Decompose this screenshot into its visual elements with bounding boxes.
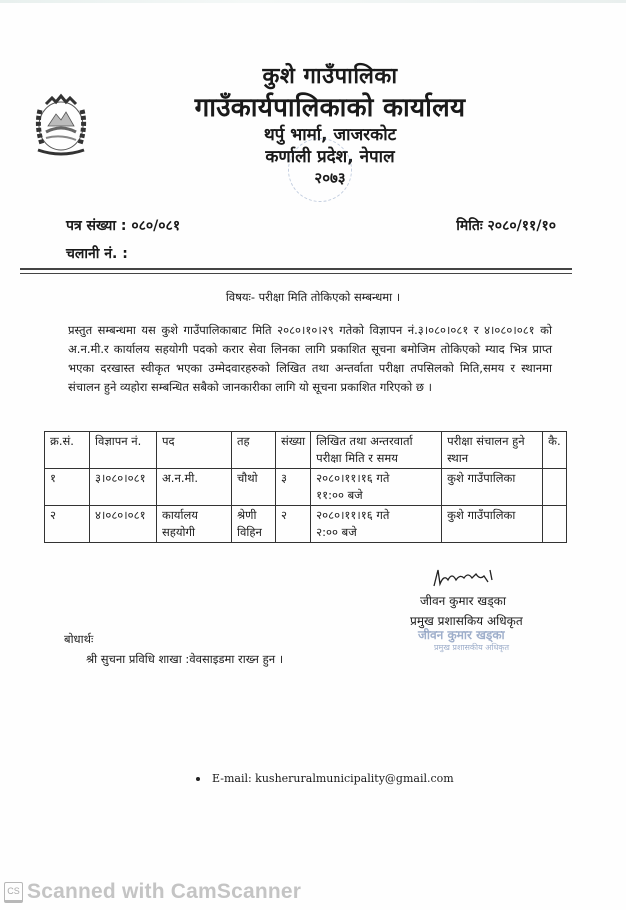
cell-exam-datetime	[311, 506, 442, 543]
header-divider-thin	[20, 273, 572, 274]
established-year: २०७३	[314, 169, 346, 187]
exam-schedule-table	[44, 431, 567, 543]
cell-level: चौथो	[232, 469, 276, 506]
date-value: २०८०/११/१०	[487, 218, 556, 234]
cell-exam-datetime	[311, 469, 442, 506]
cc-label: बोधार्थः	[64, 632, 94, 646]
exam-date: २०८०।११।१६ गते	[316, 508, 390, 522]
dispatch-number	[66, 244, 128, 263]
address-local: थर्पु भार्मा, जाजरकोट	[263, 125, 397, 145]
exam-time: ११:०० बजे	[316, 488, 363, 502]
header-post: पद	[157, 432, 232, 469]
header-serial: क्र.सं.	[45, 432, 90, 469]
cell-count: ३	[276, 469, 311, 506]
date-label: मितिः	[456, 218, 483, 234]
cell-count: २	[276, 506, 311, 543]
cell-venue: कुशे गाउँपालिका	[442, 469, 543, 506]
cell-level: श्रेणी विहिन	[232, 506, 276, 543]
dispatch-label: चलानी नं. :	[66, 246, 128, 262]
email-text: E-mail: kusheruralmunicipality@gmail.com	[212, 772, 454, 785]
bullet-icon	[196, 777, 200, 781]
header-exam-datetime: लिखित तथा अन्तरवार्ता परीक्षा मिति र समय	[311, 432, 442, 469]
letter-date	[456, 216, 556, 235]
header-count: संख्या	[276, 432, 311, 469]
municipality-name: कुशे गाउँपालिका	[262, 64, 398, 89]
exam-time: २:०० बजे	[316, 525, 357, 539]
header-remarks: कै.	[543, 432, 567, 469]
body-paragraph: प्रस्तुत सम्बन्धमा यस कुशे गाउँपालिकाबाट मिति २०८०।१०।२९ गतेको विज्ञापन नं.३।०८०।०८१ र ४।०८०।०८१ को अ.न.मी.र कार्यालय सहयोगी पदको करार सेवा लिनका लागि प्रकाशित सूचना बमोजिम तोकिएको म्याद भित्र प्राप्त भएका दरखास्त स्वीकृत भएका उम्मेदवारहरुको लिखित तथा अन्तर्वाता परीक्षा तपसिलको मिति,समय र स्थानमा संचालन हुने व्यहोरा सम्बन्धित सबैको जानकारीका लागि यो सूचना प्रकाशित गरिएको छ ।	[68, 323, 552, 394]
cell-serial: १	[45, 469, 90, 506]
cell-serial: २	[45, 506, 90, 543]
camscanner-logo-icon: CS	[4, 882, 23, 903]
letter-number	[66, 216, 180, 235]
cell-remarks	[543, 469, 567, 506]
exam-date: २०८०।११।१६ गते	[316, 471, 390, 485]
nepal-emblem-icon	[30, 90, 92, 162]
cell-ad-no: ३।०८०।०८१	[90, 469, 157, 506]
cell-post: कार्यालय सहयोगी	[157, 506, 232, 543]
address-province: कर्णाली प्रदेश, नेपाल	[265, 147, 395, 167]
office-name: गाउँकार्यपालिकाको कार्यालय	[194, 93, 466, 123]
cc-item: श्री सुचना प्रविधि शाखा :वेवसाइडमा राख्न हुन ।	[86, 652, 284, 666]
letter-number-value: ०८०/०८१	[131, 218, 181, 234]
footer-email	[196, 772, 454, 785]
table-row	[45, 506, 567, 543]
header-divider	[20, 268, 572, 270]
table-row	[45, 469, 567, 506]
header-ad-no: विज्ञापन नं.	[90, 432, 157, 469]
table-header-row	[45, 432, 567, 469]
signer-title: प्रमुख प्रशासकिय अधिकृत	[410, 614, 523, 628]
camscanner-watermark	[4, 878, 301, 906]
header-venue: परीक्षा संचालन हुने स्थान	[442, 432, 543, 469]
subject-line: विषयः- परीक्षा मिति तोकिएको सम्बन्धमा ।	[225, 290, 401, 304]
cell-post: अ.न.मी.	[157, 469, 232, 506]
camscanner-text: Scanned with CamScanner	[27, 880, 302, 903]
header-level: तह	[232, 432, 276, 469]
stamp-signer-title: प्रमुख प्रशासकीय अधिकृत	[434, 643, 510, 652]
stamp-signer-name: जीवन कुमार खड्का	[418, 628, 505, 642]
cell-ad-no: ४।०८०।०८१	[90, 506, 157, 543]
signer-name: जीवन कुमार खड्का	[420, 594, 506, 608]
cell-venue: कुशे गाउँपालिका	[442, 506, 543, 543]
scan-edge	[0, 0, 626, 3]
letter-number-label: पत्र संख्या :	[66, 218, 127, 234]
signature-icon	[430, 566, 500, 592]
cell-remarks	[543, 506, 567, 543]
